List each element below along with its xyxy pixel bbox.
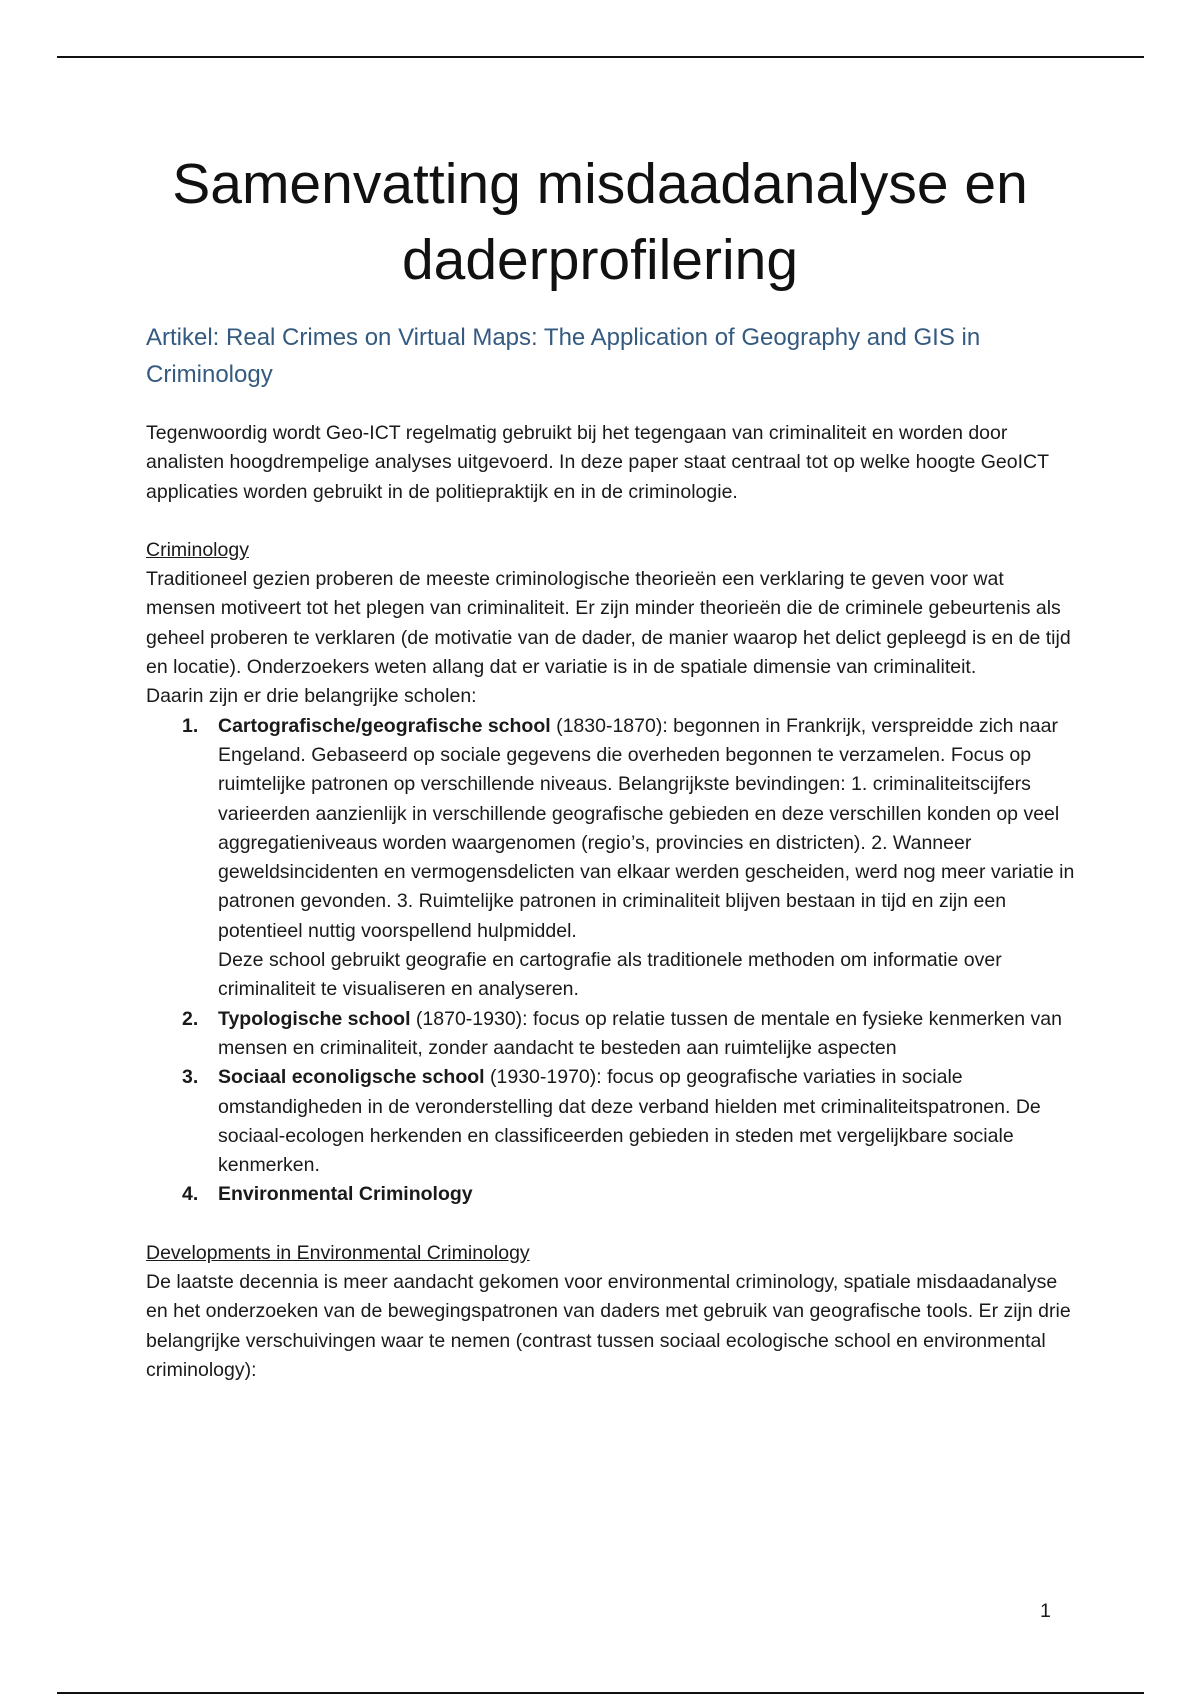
schools-list (146, 712, 1076, 1210)
list-item-number: 1. (182, 714, 199, 737)
school-extra-note: Deze school gebruikt geografie en cartografie als traditionele methoden om informatie over criminaliteit te visualiseren en analyseren. (218, 949, 1002, 1001)
list-item-number: 2. (182, 1007, 199, 1030)
section-heading-criminology: Criminology (146, 538, 249, 561)
school-description: (1930-1970): focus op geografische variaties in sociale omstandigheden in de veronderstelling dat deze verband hielden met criminaliteitspatronen. De sociaal-ecologen herkenden en classificeerden gebieden in steden met vergelijkbare sociale kenmerken. (218, 1066, 1041, 1177)
section-heading-developments: Developments in Environmental Criminology (146, 1241, 530, 1264)
document-title: Samenvatting misdaadanalyse en daderprofilering (172, 152, 1028, 292)
criminology-paragraph: Traditioneel gezien proberen de meeste criminologische theorieën een verklaring te geven voor wat mensen motiveert tot het plegen van criminaliteit. Er zijn minder theorieën die de criminele gebeurtenis als geheel proberen te verklaren (de motivatie van de dader, de manier waarop het delict gepleegd is en de tijd en locatie). Onderzoekers weten allang dat er variatie is in de spatiale dimensie van criminaliteit. (146, 568, 1071, 679)
school-description: (1870-1930): focus op relatie tussen de mentale en fysieke kenmerken van mensen en criminaliteit, zonder aandacht te besteden aan ruimtelijke aspecten (218, 1007, 1062, 1059)
list-item (182, 1063, 1076, 1180)
school-name: Sociaal econoligsche school (218, 1066, 485, 1089)
list-item (182, 712, 1076, 1005)
list-item (182, 1005, 1076, 1064)
list-item-number: 4. (182, 1183, 199, 1206)
intro-paragraph: Tegenwoordig wordt Geo-ICT regelmatig gebruikt bij het tegengaan van criminaliteit en worden door analisten hoogdrempelige analyses uitgevoerd. In deze paper staat centraal tot op welke hoogte GeoICT applicaties worden gebruikt in de politiepraktijk en in de criminologie. (146, 422, 1049, 503)
footer-rule (57, 1692, 1144, 1694)
schools-intro: Daarin zijn er drie belangrijke scholen: (146, 685, 477, 708)
developments-paragraph: De laatste decennia is meer aandacht gekomen voor environmental criminology, spatiale misdaadanalyse en het onderzoeken van de bewegingspatronen van daders met gebruik van geografische tools. Er zijn drie belangrijke verschuivingen waar te nemen (contrast tussen sociaal ecologische school en environmental criminology): (146, 1271, 1071, 1381)
article-subtitle: Artikel: Real Crimes on Virtual Maps: The Application of Geography and GIS in Criminology (146, 324, 981, 388)
school-name: Environmental Criminology (218, 1183, 473, 1206)
school-name: Cartografische/geografische school (218, 714, 551, 737)
school-description: (1830-1870): begonnen in Frankrijk, verspreidde zich naar Engeland. Gebaseerd op sociale gegevens die overheden begonnen te verzamelen. Focus op ruimtelijke patronen op verschillende niveaus. Belangrijkste bevindingen: 1. criminaliteitscijfers varieerden aanzienlijk in verschillende geografische gebieden en deze verschillen konden op veel aggregatieniveaus worden waargenomen (regio’s, provincies en districten). 2. Wanneer geweldsincidenten en vermogensdelicten van elkaar werden gescheiden, werd nog meer variatie in patronen gevonden. 3. Ruimtelijke patronen in criminaliteit blijven bestaan in tijd en zijn een potentieel nuttig voorspellend hulpmiddel. (218, 714, 1075, 942)
page-number: 1 (1040, 1600, 1051, 1622)
list-item (182, 1180, 1076, 1209)
list-item-number: 3. (182, 1066, 199, 1089)
school-name: Typologische school (218, 1007, 411, 1030)
document-body (146, 419, 1076, 1385)
header-rule (57, 56, 1144, 58)
